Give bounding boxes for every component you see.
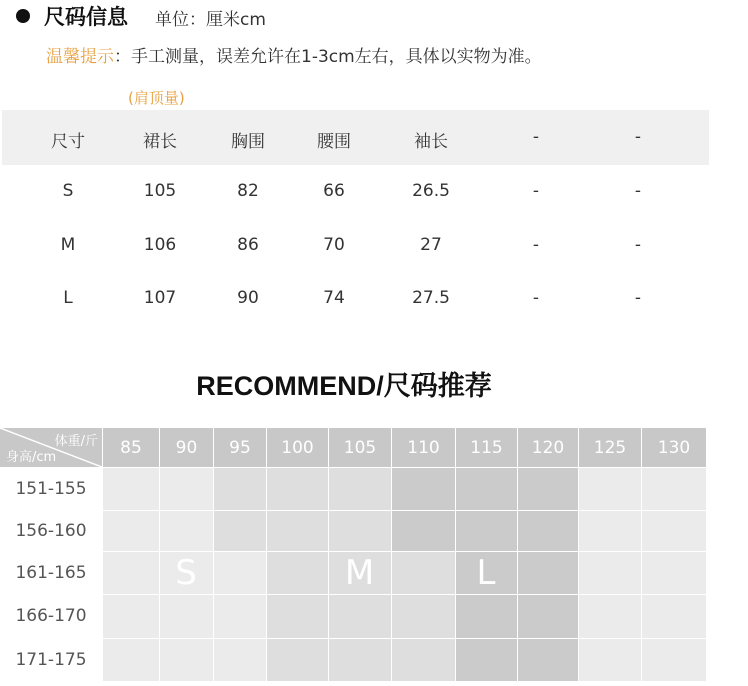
size-table-cell: - <box>532 235 540 255</box>
grid-cell <box>103 468 159 510</box>
weight-header: 130 <box>642 428 706 467</box>
weight-header: 110 <box>392 428 455 467</box>
size-table-column-header: 尺寸 <box>51 132 85 152</box>
height-row-label: 166-170 <box>15 606 87 626</box>
grid-cell <box>518 639 578 681</box>
size-table-cell: - <box>634 181 642 201</box>
grid-cell <box>103 639 159 681</box>
grid-cell <box>392 639 455 681</box>
grid-cell <box>579 639 641 681</box>
grid-cell <box>642 468 706 510</box>
grid-cell <box>392 552 455 594</box>
grid-cell <box>160 468 213 510</box>
size-table-cell: 26.5 <box>412 181 450 201</box>
size-table-cell: 70 <box>323 235 345 255</box>
grid-cell <box>329 639 391 681</box>
grid-corner <box>0 428 102 467</box>
size-table-column-header: 腰围 <box>317 132 351 152</box>
grid-cell <box>267 595 328 638</box>
grid-cell <box>214 595 266 638</box>
grid-cell <box>456 639 517 681</box>
grid-cell <box>579 552 641 594</box>
weight-header: 120 <box>518 428 578 467</box>
size-table-column-header: 胸围 <box>231 132 265 152</box>
size-table-column-header: 裙长 <box>143 132 177 152</box>
grid-cell <box>160 639 213 681</box>
grid-cell <box>456 511 517 551</box>
grid-cell <box>160 511 213 551</box>
grid-cell <box>518 468 578 510</box>
grid-cell <box>642 595 706 638</box>
grid-cell <box>642 639 706 681</box>
size-zone-label: S <box>175 552 197 593</box>
size-zone-label: L <box>476 552 496 593</box>
grid-cell <box>214 468 266 510</box>
grid-cell <box>329 595 391 638</box>
shoulder-note: (肩顶量) <box>128 89 185 107</box>
grid-cell <box>267 639 328 681</box>
grid-cell <box>579 468 641 510</box>
tip-label: 温馨提示 <box>46 47 114 67</box>
grid-cell <box>329 468 391 510</box>
size-table-cell: 90 <box>237 288 259 308</box>
height-row-label: 151-155 <box>15 478 87 499</box>
size-table-column-header: - <box>532 127 540 147</box>
height-row-label: 156-160 <box>15 520 87 541</box>
size-table-cell: 27 <box>420 235 442 255</box>
tip-line <box>46 42 542 67</box>
grid-cell <box>214 639 266 681</box>
size-table-cell: 27.5 <box>412 288 450 308</box>
size-table-cell: - <box>634 288 642 308</box>
size-table-header-bg <box>2 110 709 165</box>
size-table-cell: 74 <box>323 288 345 308</box>
size-table-cell: 66 <box>323 181 345 201</box>
weight-header: 125 <box>579 428 641 467</box>
weight-header: 85 <box>103 428 159 467</box>
size-table-cell: M <box>60 235 76 255</box>
size-zone-label: M <box>344 552 375 593</box>
weight-header: 100 <box>267 428 328 467</box>
size-table-cell: - <box>634 235 642 255</box>
weight-header: 95 <box>214 428 266 467</box>
section-title: 尺码信息 <box>44 5 128 29</box>
grid-cell <box>103 595 159 638</box>
grid-cell <box>456 595 517 638</box>
corner-height-label: 身高/cm <box>6 450 57 465</box>
height-row-label: 171-175 <box>15 649 87 670</box>
corner-weight-label: 体重/斤 <box>54 434 98 449</box>
size-table-column-header: - <box>634 127 642 147</box>
tip-text: ：手工测量，误差允许在1-3cm左右，具体以实物为准。 <box>114 47 542 67</box>
grid-cell <box>518 552 578 594</box>
unit-label: 单位：厘米cm <box>155 10 266 30</box>
grid-cell <box>392 595 455 638</box>
size-table-cell: L <box>63 288 73 308</box>
grid-cell <box>160 595 213 638</box>
size-table-cell: 107 <box>143 288 177 308</box>
grid-cell <box>456 468 517 510</box>
bullet-icon <box>16 9 30 23</box>
size-table-cell: S <box>62 181 74 201</box>
grid-cell <box>214 511 266 551</box>
height-row-label: 161-165 <box>15 562 87 583</box>
size-table-cell: 106 <box>143 235 177 255</box>
grid-cell <box>267 552 328 594</box>
weight-header: 90 <box>160 428 213 467</box>
size-table-cell: - <box>532 288 540 308</box>
grid-cell <box>267 511 328 551</box>
recommend-title: RECOMMEND/尺码推荐 <box>196 371 492 401</box>
grid-cell <box>392 468 455 510</box>
grid-cell <box>267 468 328 510</box>
size-table-cell: 105 <box>143 181 177 201</box>
weight-header: 115 <box>456 428 517 467</box>
grid-cell <box>642 552 706 594</box>
grid-cell <box>329 511 391 551</box>
weight-header: 105 <box>329 428 391 467</box>
grid-cell <box>518 511 578 551</box>
size-table-cell: 82 <box>237 181 259 201</box>
grid-cell <box>579 511 641 551</box>
grid-cell <box>518 595 578 638</box>
grid-cell <box>642 511 706 551</box>
size-table-cell: - <box>532 181 540 201</box>
size-recommend-grid <box>0 428 706 681</box>
grid-cell <box>579 595 641 638</box>
size-table-cell: 86 <box>237 235 259 255</box>
grid-cell <box>103 552 159 594</box>
grid-cell <box>214 552 266 594</box>
grid-cell <box>103 511 159 551</box>
grid-cell <box>392 511 455 551</box>
size-table-column-header: 袖长 <box>414 132 448 152</box>
